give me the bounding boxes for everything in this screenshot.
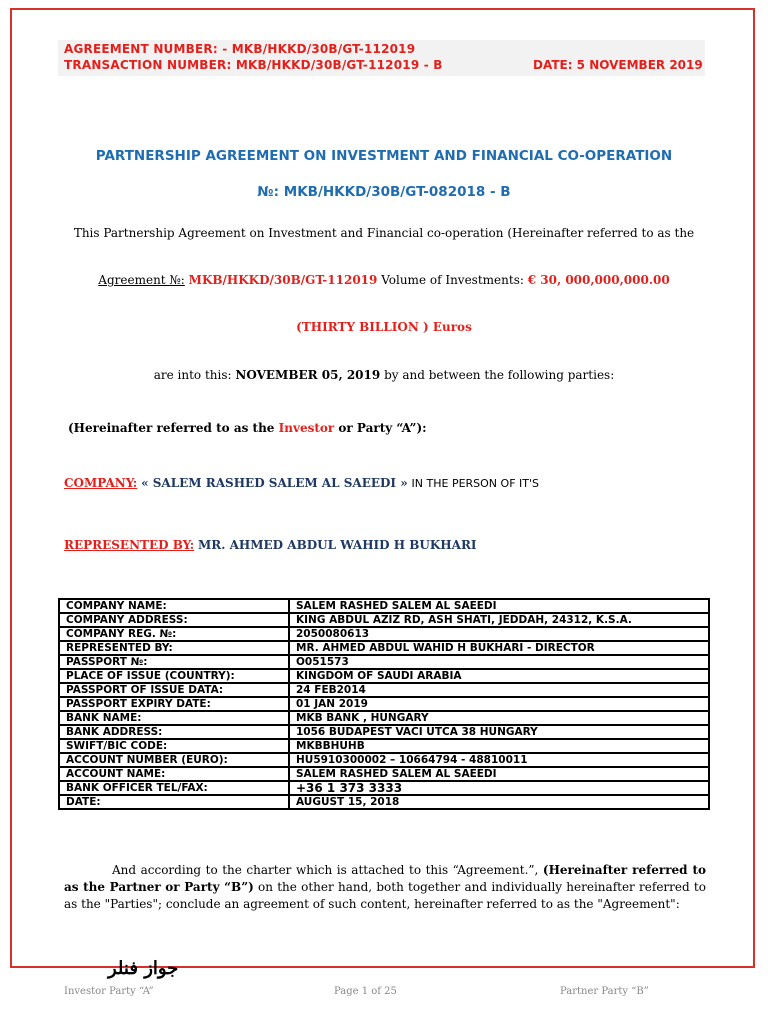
date-prefix: are into this: (153, 368, 232, 382)
row-value: KING ABDUL AZIZ RD, ASH SHATI, JEDDAH, 24312, K.S.A. (289, 613, 709, 627)
volume-label: Volume of Investments: (381, 273, 524, 287)
represented-label: REPRESENTED BY: (64, 538, 195, 552)
amount-words: (THIRTY BILLION ) Euros (296, 320, 472, 334)
row-label: COMPANY ADDRESS: (59, 613, 289, 627)
company-label: COMPANY: (64, 476, 138, 490)
table-row (59, 627, 709, 641)
row-label: BANK NAME: (59, 711, 289, 725)
closing-part3: on the other hand, both together and individually hereinafter referred to as the "Parties"; conclude an agreement of such content, hereinafter referred to as the "Agreement": (64, 880, 706, 911)
company-line (64, 476, 539, 490)
agreement-number: AGREEMENT NUMBER: - MKB/HKKD/30B/GT-112019 (64, 42, 416, 56)
party-details-table (58, 598, 710, 810)
table-row (59, 795, 709, 809)
row-value: MKB BANK , HUNGARY (289, 711, 709, 725)
investor-prefix: (Hereinafter referred to as the (68, 421, 275, 435)
represented-value: MR. AHMED ABDUL WAHID H BUKHARI (197, 538, 477, 552)
table-row (59, 697, 709, 711)
row-value: HU5910300002 – 10664794 - 48810011 (289, 753, 709, 767)
row-label: ACCOUNT NAME: (59, 767, 289, 781)
row-value: KINGDOM OF SAUDI ARABIA (289, 669, 709, 683)
volume-value: € 30, 000,000,000.00 (527, 273, 670, 287)
investor-word: Investor (278, 421, 335, 435)
row-value: SALEM RASHED SALEM AL SAEEDI (289, 599, 709, 613)
header-date: DATE: 5 NOVEMBER 2019 (533, 58, 703, 72)
row-label: ACCOUNT NUMBER (EURO): (59, 753, 289, 767)
row-value: MR. AHMED ABDUL WAHID H BUKHARI - DIRECTOR (289, 641, 709, 655)
intro-line: This Partnership Agreement on Investment and Financial co-operation (Hereinafter referred to as the (73, 226, 695, 240)
row-label: PASSPORT EXPIRY DATE: (59, 697, 289, 711)
row-label: REPRESENTED BY: (59, 641, 289, 655)
closing-part1: And according to the charter which is attached to this “Agreement.”, (112, 863, 539, 877)
closing-paragraph (64, 862, 706, 913)
row-value: MKBBHUHB (289, 739, 709, 753)
document-number: №: MKB/HKKD/30B/GT-082018 - B (257, 184, 511, 200)
investor-suffix: or Party “A”): (338, 421, 427, 435)
agreement-volume-line (0, 273, 768, 287)
document-title: PARTNERSHIP AGREEMENT ON INVESTMENT AND FINANCIAL CO-OPERATION (95, 148, 673, 164)
row-value: SALEM RASHED SALEM AL SAEEDI (289, 767, 709, 781)
date-line (0, 368, 768, 382)
table-row (59, 655, 709, 669)
table-row (59, 613, 709, 627)
table-row (59, 711, 709, 725)
row-label: PASSPORT №: (59, 655, 289, 669)
signature: جواز فنلر (108, 958, 179, 979)
row-value: AUGUST 15, 2018 (289, 795, 709, 809)
company-value: « SALEM RASHED SALEM AL SAEEDI » (141, 476, 408, 490)
table-row (59, 753, 709, 767)
row-label: BANK ADDRESS: (59, 725, 289, 739)
closing-part2: (Hereinafter referred to as the Partner or Party “B”) (64, 863, 707, 894)
row-value: 1056 BUDAPEST VACI UTCA 38 HUNGARY (289, 725, 709, 739)
table-row (59, 767, 709, 781)
investor-line (68, 421, 427, 435)
footer-page-number: Page 1 of 25 (334, 986, 397, 997)
row-value: +36 1 373 3333 (289, 781, 709, 795)
table-row (59, 641, 709, 655)
transaction-number: TRANSACTION NUMBER: MKB/HKKD/30B/GT-112019 - B (64, 58, 443, 72)
date-value: NOVEMBER 05, 2019 (235, 368, 381, 382)
footer-right: Partner Party “B” (560, 986, 649, 997)
table-row (59, 781, 709, 795)
date-suffix: by and between the following parties: (384, 368, 615, 382)
row-value: O051573 (289, 655, 709, 669)
table-row (59, 725, 709, 739)
footer-left: Investor Party “A” (64, 986, 154, 997)
represented-line (64, 538, 477, 552)
table-row (59, 683, 709, 697)
row-label: COMPANY NAME: (59, 599, 289, 613)
row-label: BANK OFFICER TEL/FAX: (59, 781, 289, 795)
table-row (59, 739, 709, 753)
agreement-label: Agreement №: (98, 273, 185, 287)
table-row (59, 599, 709, 613)
row-label: SWIFT/BIC CODE: (59, 739, 289, 753)
company-suffix: IN THE PERSON OF IT'S (411, 477, 539, 490)
row-value: 24 FEB2014 (289, 683, 709, 697)
agreement-no: MKB/HKKD/30B/GT-112019 (188, 273, 378, 287)
row-label: PLACE OF ISSUE (COUNTRY): (59, 669, 289, 683)
row-label: PASSPORT OF ISSUE DATA: (59, 683, 289, 697)
row-label: COMPANY REG. №: (59, 627, 289, 641)
row-label: DATE: (59, 795, 289, 809)
row-value: 2050080613 (289, 627, 709, 641)
row-value: 01 JAN 2019 (289, 697, 709, 711)
table-row (59, 669, 709, 683)
